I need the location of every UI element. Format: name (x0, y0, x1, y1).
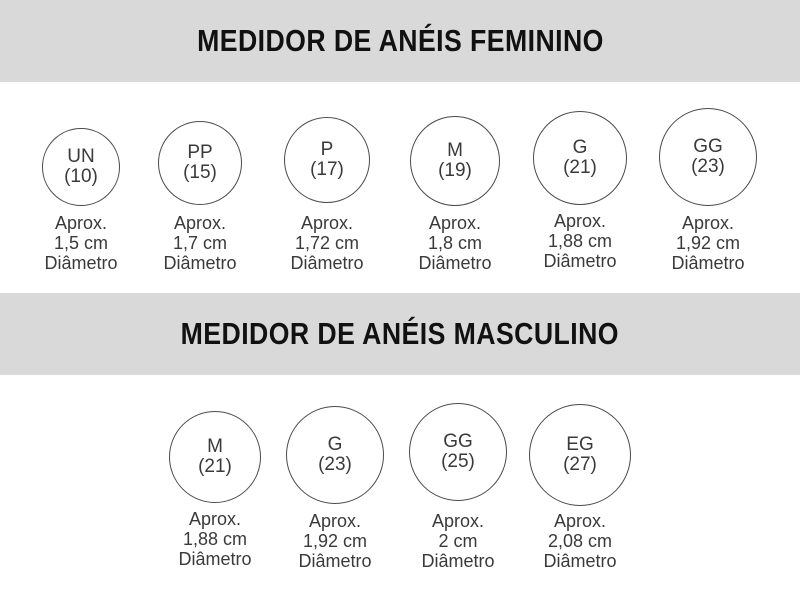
approx-label: Aprox. (428, 213, 482, 233)
ring-size-label: EG (566, 434, 594, 455)
approx-label: Aprox. (308, 511, 362, 531)
ring-description (265, 511, 405, 571)
approx-label: Aprox. (188, 509, 242, 529)
diameter-label: Diâmetro (543, 551, 617, 571)
diameter-label: Diâmetro (178, 549, 252, 569)
ring-description (130, 213, 270, 273)
ring-size-label: G (327, 434, 343, 455)
diameter-value: 1,8 cm (427, 233, 483, 253)
ring-size-number: (21) (563, 157, 597, 178)
ring-size-number: (21) (198, 456, 232, 477)
approx-label: Aprox. (54, 213, 108, 233)
ring-size-number: (25) (441, 451, 475, 472)
ring-circle (659, 108, 757, 206)
diameter-value: 1,92 cm (302, 531, 368, 551)
diameter-value: 1,72 cm (294, 233, 360, 253)
ring-size-label: M (207, 436, 223, 457)
approx-label: Aprox. (681, 213, 735, 233)
ring-circle (158, 121, 242, 205)
ring-size-label: PP (187, 142, 213, 163)
diameter-label: Diâmetro (421, 551, 495, 571)
diameter-label: Diâmetro (163, 253, 237, 273)
ring-circle (410, 116, 500, 206)
ring-size-label: GG (693, 136, 723, 157)
ring-description (257, 213, 397, 273)
ring-size-number: (15) (183, 162, 217, 183)
ring-circle (286, 406, 384, 504)
diameter-value: 2 cm (438, 531, 478, 551)
ring-description (510, 211, 650, 271)
diameter-value: 1,92 cm (675, 233, 741, 253)
diameter-label: Diâmetro (418, 253, 492, 273)
approx-label: Aprox. (173, 213, 227, 233)
ring-description (385, 213, 525, 273)
ring-circle (169, 411, 261, 503)
ring-size-number: (19) (438, 160, 472, 181)
ring-circle (529, 404, 631, 506)
ring-size-label: G (572, 137, 588, 158)
ring-size-label: UN (67, 146, 95, 167)
ring-circle (42, 128, 120, 206)
ring-size-number: (17) (310, 159, 344, 180)
ring-size-number: (27) (563, 454, 597, 475)
ring-circle (409, 403, 507, 501)
diameter-label: Diâmetro (298, 551, 372, 571)
ring-size-number: (23) (691, 156, 725, 177)
feminino-title: MEDIDOR DE ANÉIS FEMININO (196, 23, 604, 58)
diameter-label: Diâmetro (671, 253, 745, 273)
ring-size-number: (10) (64, 166, 98, 187)
ring-size-label: GG (443, 431, 473, 452)
diameter-label: Diâmetro (543, 251, 617, 271)
diameter-label: Diâmetro (290, 253, 364, 273)
diameter-value: 1,88 cm (547, 231, 613, 251)
ring-size-label: M (447, 140, 463, 161)
feminino-header-band (0, 0, 800, 82)
diameter-value: 1,7 cm (172, 233, 228, 253)
masculino-title: MEDIDOR DE ANÉIS MASCULINO (180, 316, 620, 351)
diameter-value: 1,88 cm (182, 529, 248, 549)
ring-size-label: P (320, 139, 334, 160)
approx-label: Aprox. (553, 211, 607, 231)
approx-label: Aprox. (553, 511, 607, 531)
ring-description (510, 511, 650, 571)
ring-description (145, 509, 285, 569)
diameter-value: 1,5 cm (53, 233, 109, 253)
ring-size-number: (23) (318, 454, 352, 475)
ring-circle (284, 117, 370, 203)
masculino-header-band (0, 293, 800, 375)
ring-circle (533, 111, 627, 205)
approx-label: Aprox. (300, 213, 354, 233)
diameter-label: Diâmetro (44, 253, 118, 273)
ring-description (638, 213, 778, 273)
ring-description (388, 511, 528, 571)
approx-label: Aprox. (431, 511, 485, 531)
diameter-value: 2,08 cm (547, 531, 613, 551)
